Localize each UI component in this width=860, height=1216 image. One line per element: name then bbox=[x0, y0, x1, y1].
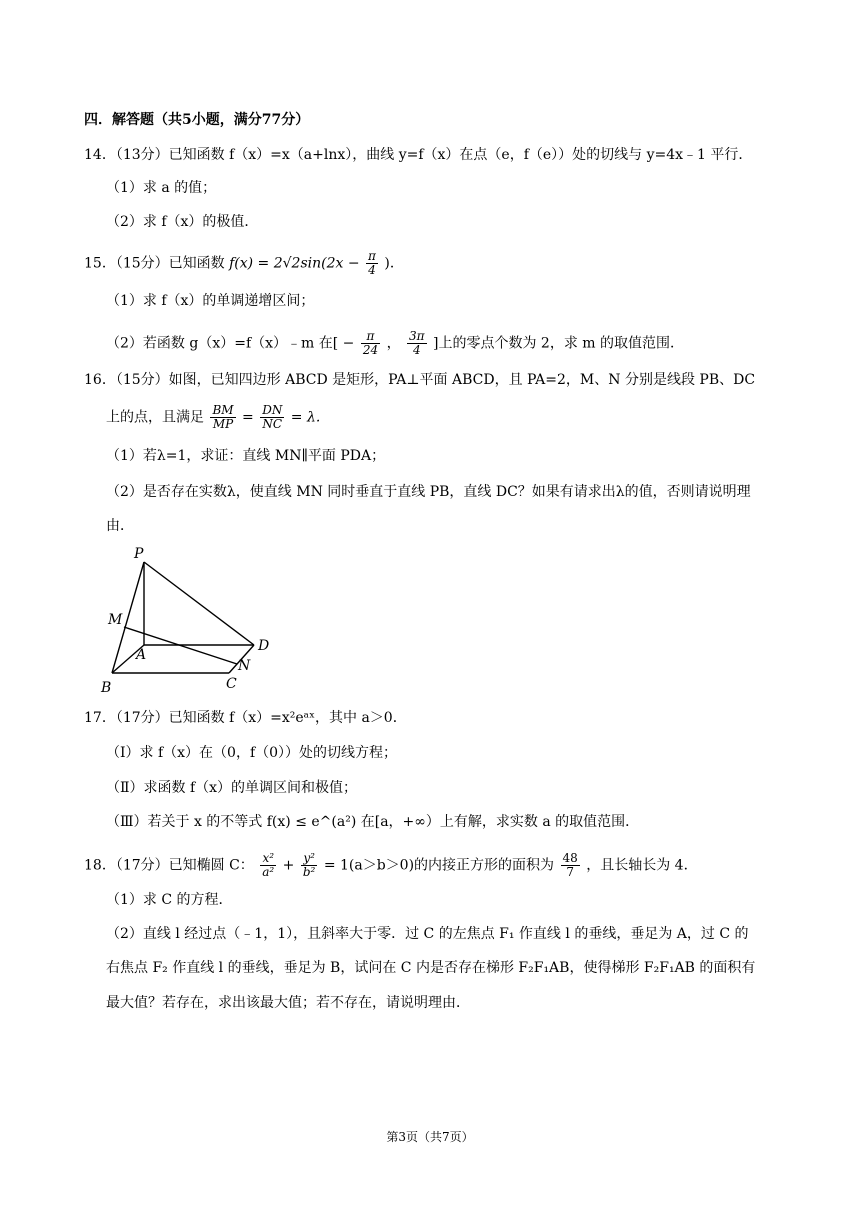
frac-denominator: 4 bbox=[368, 263, 376, 277]
frac-numerator: π bbox=[368, 249, 376, 263]
q18-part2-cont2: 最大值？若存在，求出该最大值；若不存在，请说明理由． bbox=[106, 995, 470, 1011]
frac-numerator: 3π bbox=[409, 329, 425, 343]
frac-denominator: MP bbox=[212, 417, 234, 431]
q16-equals: = bbox=[242, 409, 254, 426]
q14-stem: 14．（13分）已知函数 f（x）=x（a+lnx），曲线 y=f（x）在点（e，f（e））处的切线与 y=4x﹣1 平行． bbox=[84, 147, 753, 163]
q15-stem bbox=[84, 250, 404, 277]
q17-part2: （Ⅱ）求函数 f（x）的单调区间和极值； bbox=[106, 780, 358, 796]
page-footer: 第3页（共7页） bbox=[386, 1130, 474, 1144]
frac-denominator: 7 bbox=[566, 865, 574, 879]
pyramid-figure bbox=[96, 540, 286, 700]
q16-fraction-bm-mp bbox=[210, 404, 235, 431]
q16-part2: （2）是否存在实数λ，使直线 MN 同时垂直于直线 PB，直线 DC？如果有请求出λ的值，否则请说明理 bbox=[106, 484, 751, 500]
q16-part2-cont: 由． bbox=[106, 518, 134, 534]
q17-stem: 17．（17分）已知函数 f（x）=x²eᵃˣ，其中 a＞0． bbox=[84, 710, 407, 726]
frac-numerator: 48 bbox=[562, 851, 578, 865]
frac-denominator: 24 bbox=[362, 343, 379, 357]
q15-part2-suffix: ]上的零点个数为 2，求 m 的取值范围． bbox=[433, 335, 685, 352]
q18-equation-tail: = 1(a＞b＞0)的内接正方形的面积为 bbox=[323, 857, 555, 874]
q17-part3: （Ⅲ）若关于 x 的不等式 f(x) ≤ e^(a²) 在[a，+∞）上有解，求实数 a 的取值范围． bbox=[106, 814, 640, 830]
q15-fraction-pi-24 bbox=[361, 330, 380, 357]
q15-part2 bbox=[106, 330, 684, 357]
frac-denominator: 4 bbox=[412, 343, 421, 357]
label-M: M bbox=[108, 612, 123, 628]
section-title: 四．解答题（共5小题，满分77分） bbox=[84, 112, 310, 128]
q16-stem2-suffix: = λ. bbox=[290, 409, 321, 426]
q18-plus: + bbox=[282, 857, 295, 874]
q16-stem-line2 bbox=[106, 404, 320, 431]
q15-formula: f(x) = 2√2sin(2x − bbox=[229, 255, 360, 272]
q18-part1: （1）求 C 的方程． bbox=[106, 892, 233, 908]
q14-part1: （1）求 a 的值； bbox=[106, 180, 217, 196]
q16-stem2-prefix: 上的点，且满足 bbox=[106, 409, 204, 426]
q18-fraction-x2-a2 bbox=[260, 852, 276, 879]
label-D: D bbox=[258, 638, 270, 654]
q15-separator: ， bbox=[386, 335, 401, 352]
frac-numerator: π bbox=[361, 330, 380, 344]
q18-stem bbox=[84, 852, 698, 879]
frac-numerator: DN bbox=[262, 403, 283, 417]
label-N: N bbox=[238, 658, 251, 674]
q15-stem-suffix: )． bbox=[384, 255, 404, 272]
frac-numerator: BM bbox=[212, 403, 234, 417]
frac-denominator: NC bbox=[262, 417, 283, 431]
q15-fraction bbox=[366, 250, 378, 277]
q15-part2-prefix: （2）若函数 g（x）=f（x）﹣m 在[ − bbox=[106, 335, 355, 352]
q16-fraction-dn-nc bbox=[260, 404, 284, 431]
q16-stem: 16．（15分）如图，已知四边形 ABCD 是矩形，PA⊥平面 ABCD，且 PA=2，M、N 分别是线段 PB、DC bbox=[84, 372, 756, 388]
q15-part1: （1）求 f（x）的单调递增区间； bbox=[106, 293, 315, 309]
frac-denominator: a² bbox=[262, 865, 275, 879]
frac-numerator: x² bbox=[260, 852, 276, 866]
q14-part2: （2）求 f（x）的极值． bbox=[106, 214, 259, 230]
q18-stem-suffix: ，且长轴长为 4． bbox=[586, 857, 698, 874]
q15-stem-prefix: 15．（15分）已知函数 bbox=[84, 255, 225, 272]
q18-fraction-48-7 bbox=[561, 852, 580, 879]
label-P: P bbox=[134, 546, 144, 562]
q15-fraction-3pi-4 bbox=[407, 330, 427, 357]
frac-denominator: b² bbox=[302, 865, 316, 879]
q17-part1: （Ⅰ）求 f（x）在（0，f（0））处的切线方程； bbox=[106, 745, 398, 761]
q16-part1: （1）若λ=1，求证：直线 MN∥平面 PDA； bbox=[106, 448, 386, 464]
label-C: C bbox=[226, 676, 237, 692]
frac-numerator: y² bbox=[301, 852, 318, 866]
label-A: A bbox=[136, 647, 147, 663]
q18-stem-prefix: 18．（17分）已知椭圆 C： bbox=[84, 857, 254, 874]
label-B: B bbox=[101, 680, 112, 696]
q18-part2: （2）直线 l 经过点（﹣1，1），且斜率大于零．过 C 的左焦点 F₁ 作直线 l 的垂线，垂足为 A，过 C 的 bbox=[106, 926, 749, 942]
q18-fraction-y2-b2 bbox=[301, 852, 318, 879]
q18-part2-cont1: 右焦点 F₂ 作直线 l 的垂线，垂足为 B，试问在 C 内是否存在梯形 F₂F₁AB，使得梯形 F₂F₁AB 的面积有 bbox=[106, 960, 756, 976]
